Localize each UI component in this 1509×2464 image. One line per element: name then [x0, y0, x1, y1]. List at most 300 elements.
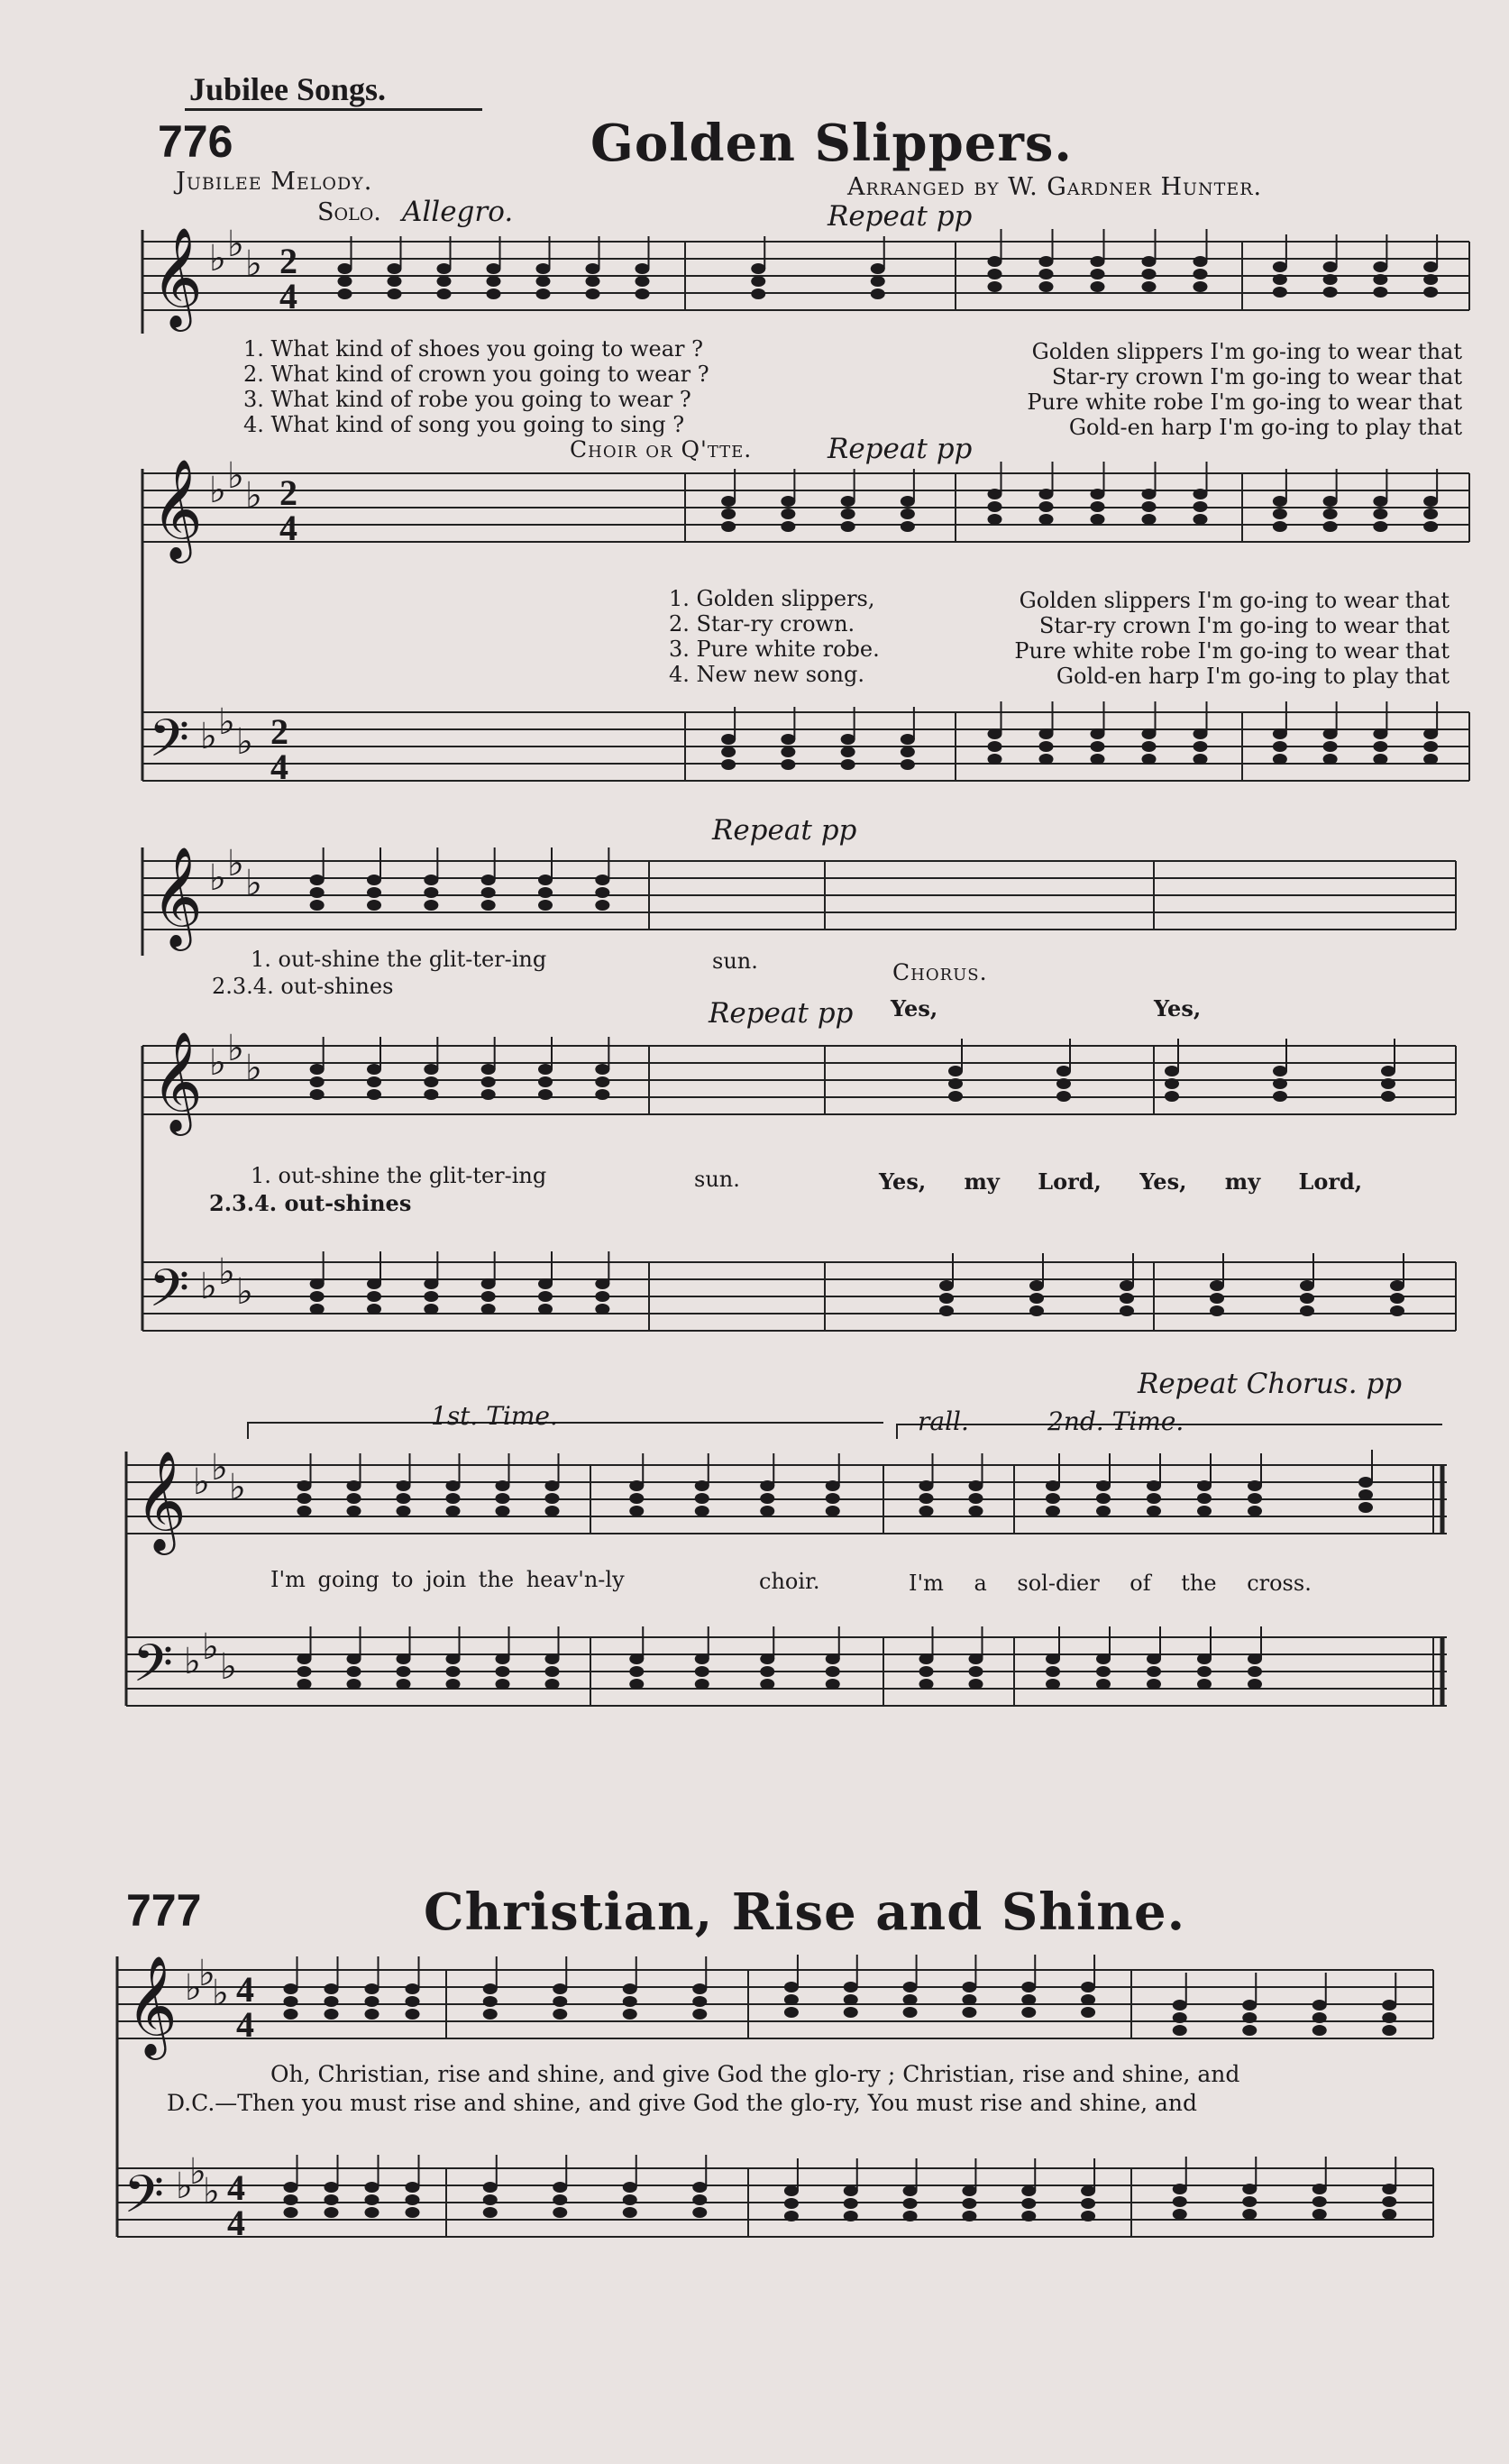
choir-answer-2: Star-ry crown I'm go-ing to wear that [1038, 613, 1450, 638]
bass-clef: 𝄢 [149, 708, 190, 782]
note-head [1039, 489, 1054, 499]
note-head [367, 1064, 381, 1075]
note-head [1096, 1666, 1111, 1677]
note-head [1312, 2184, 1327, 2194]
note-head [310, 1278, 325, 1289]
note-head [1248, 1679, 1262, 1690]
note-head [948, 1091, 963, 1102]
note-head [297, 1666, 312, 1677]
note-head [901, 508, 915, 519]
note-head [325, 2194, 339, 2205]
note-head [1120, 1280, 1134, 1291]
hymn-number-777: 777 [126, 1885, 202, 1936]
note-head [1300, 1293, 1314, 1304]
note-head [988, 256, 1002, 267]
note-head [1091, 256, 1105, 267]
repeat-marking-3: Repeat pp [712, 814, 857, 847]
solo-answer-1: Golden slippers I'm go-ing to wear that [1031, 339, 1462, 364]
note-head [1081, 1982, 1095, 1992]
note-head [1390, 1280, 1404, 1291]
note-head [424, 1064, 438, 1075]
note-head [1091, 754, 1105, 765]
note-head [695, 1679, 709, 1690]
note-head [623, 2009, 637, 2020]
note-head [553, 2009, 567, 2020]
note-head [483, 2194, 498, 2205]
note-head [595, 1291, 609, 1302]
final-lyric-a: I'm going to join the heav'n-ly [270, 1567, 625, 1592]
note-head [1039, 514, 1054, 525]
note-head [1423, 754, 1438, 765]
note-head [1423, 508, 1438, 519]
treble-clef: 𝄞 [151, 846, 203, 947]
note-head [1147, 1480, 1161, 1491]
note-head [1173, 2184, 1187, 2194]
note-head [496, 1666, 510, 1677]
note-head [538, 900, 553, 911]
note-head [919, 1493, 934, 1504]
svg-text:♭: ♭ [203, 2171, 220, 2212]
note-head [1242, 2012, 1257, 2023]
note-head [1096, 1653, 1111, 1664]
note-head [695, 1666, 709, 1677]
note-head [1173, 2000, 1187, 2011]
note-head [1242, 2000, 1257, 2011]
note-head [367, 887, 381, 898]
note-head [1039, 754, 1054, 765]
note-head [1358, 1477, 1373, 1488]
note-head [784, 2198, 799, 2209]
choir-label: Choir or Q'tte. [570, 436, 753, 463]
note-head [629, 1666, 644, 1677]
svg-text:♭: ♭ [227, 1028, 244, 1069]
note-head [1381, 1066, 1395, 1076]
note-head [406, 2194, 420, 2205]
note-head [1210, 1293, 1224, 1304]
note-head [988, 281, 1002, 292]
note-head [1210, 1305, 1224, 1316]
note-head [1173, 2012, 1187, 2023]
note-head [919, 1506, 934, 1516]
note-head [1046, 1506, 1060, 1516]
repeat-marking-4: Repeat pp [709, 997, 854, 1030]
note-head [297, 1653, 312, 1664]
choir-verse-3: 3. Pure white robe. [669, 637, 880, 662]
note-head [538, 1304, 553, 1314]
note-head [1390, 1305, 1404, 1316]
note-head [623, 2182, 637, 2193]
svg-text:♭: ♭ [189, 2151, 206, 2193]
note-head [1081, 2198, 1095, 2209]
note-head [1193, 514, 1208, 525]
solo-marking: Solo. [317, 198, 381, 226]
note-head [446, 1666, 461, 1677]
note-head [1423, 274, 1438, 285]
svg-text:♭: ♭ [245, 243, 262, 285]
repeat-marking-1: Repeat pp [828, 200, 973, 233]
note-head [760, 1653, 774, 1664]
note-head [406, 1996, 420, 2007]
note-head [1273, 1066, 1287, 1076]
note-head [1210, 1280, 1224, 1291]
note-head [636, 289, 650, 299]
note-head [365, 2207, 380, 2218]
note-head [1165, 1066, 1179, 1076]
note-head [284, 2207, 298, 2218]
note-head [939, 1293, 954, 1304]
note-head [424, 887, 438, 898]
note-head [595, 1278, 609, 1289]
note-head [310, 1304, 325, 1314]
note-head [1091, 489, 1105, 499]
svg-text:♭: ♭ [209, 1042, 226, 1084]
note-head [919, 1480, 934, 1491]
note-head [1142, 514, 1157, 525]
note-head [1091, 514, 1105, 525]
note-head [397, 1480, 411, 1491]
note-head [1091, 281, 1105, 292]
note-head [595, 1304, 609, 1314]
note-head [1021, 1994, 1036, 2005]
note-head [1173, 2196, 1187, 2207]
note-head [1039, 256, 1054, 267]
note-head [1081, 2007, 1095, 2018]
melody-source: Jubilee Melody. [176, 168, 373, 196]
svg-text:♭: ♭ [193, 1461, 210, 1503]
note-head [310, 1089, 325, 1100]
note-head [901, 759, 915, 770]
note-head [948, 1078, 963, 1089]
note-head [841, 734, 855, 745]
note-head [446, 1480, 461, 1491]
note-head [1142, 281, 1157, 292]
solo-verses [243, 336, 709, 437]
note-head [1273, 741, 1287, 752]
note-head [962, 2211, 976, 2221]
note-head [1381, 1091, 1395, 1102]
note-head [903, 1982, 918, 1992]
hymn-title-776: Golden Slippers. [590, 114, 1073, 173]
staff-line-group-5 [142, 1046, 1456, 1114]
svg-text:2: 2 [279, 241, 297, 281]
note-head [1242, 2196, 1257, 2207]
note-head [844, 2211, 858, 2221]
first-ending-bracket [248, 1423, 883, 1439]
note-head [636, 276, 650, 287]
solo-answers [965, 339, 1462, 440]
note-head [871, 289, 885, 299]
note-head [692, 2182, 707, 2193]
note-head [397, 1666, 411, 1677]
final-lyric-b: I'm a sol-dier of the cross. [909, 1571, 1312, 1596]
note-head [347, 1493, 361, 1504]
note-head [538, 1278, 553, 1289]
note-head [388, 276, 402, 287]
note-head [536, 263, 551, 274]
note-head [481, 1089, 496, 1100]
note-head [545, 1480, 560, 1491]
note-head [781, 521, 795, 532]
note-head [919, 1666, 934, 1677]
note-head [1312, 2012, 1327, 2023]
note-head [1147, 1493, 1161, 1504]
solo-answer-4: Gold-en harp I'm go-ing to play that [1068, 415, 1462, 440]
note-head [1323, 261, 1338, 272]
note-head [1248, 1506, 1262, 1516]
choir-verse-1: 1. Golden slippers, [669, 586, 875, 611]
note-head [1423, 521, 1438, 532]
note-head [988, 514, 1002, 525]
note-head [636, 263, 650, 274]
note-head [1193, 256, 1208, 267]
note-head [310, 887, 325, 898]
note-head [1193, 728, 1208, 739]
note-head [721, 521, 736, 532]
bass-clef: 𝄢 [133, 1633, 174, 1707]
note-head [1120, 1305, 1134, 1316]
note-head [844, 2185, 858, 2196]
note-head [388, 263, 402, 274]
note-head [310, 1064, 325, 1075]
note-head [629, 1480, 644, 1491]
svg-text:2: 2 [270, 711, 288, 752]
note-head [1197, 1653, 1212, 1664]
note-head [481, 900, 496, 911]
note-head [284, 2182, 298, 2193]
note-head [536, 289, 551, 299]
note-head [347, 1480, 361, 1491]
note-head [367, 1304, 381, 1314]
note-head [538, 887, 553, 898]
staff-line-group-9 [117, 1970, 1433, 2038]
choir-answer-4: Gold-en harp I'm go-ing to play that [1056, 664, 1450, 689]
note-head [841, 747, 855, 757]
note-head [1323, 508, 1338, 519]
hymn-number-776: 776 [158, 116, 233, 167]
note-head [826, 1493, 840, 1504]
note-head [1091, 269, 1105, 279]
note-head [406, 1983, 420, 1994]
note-head [1382, 2196, 1396, 2207]
note-head [1021, 2185, 1036, 2196]
choir-line2-lyric-b: 2.3.4. out-shines [209, 1190, 412, 1216]
note-head [538, 875, 553, 885]
note-head [496, 1653, 510, 1664]
treble-clef: 𝄞 [151, 458, 203, 559]
note-head [1382, 2000, 1396, 2011]
svg-text:♭: ♭ [220, 1646, 237, 1688]
first-ending-label: 1st. Time. [431, 1401, 558, 1431]
note-head [338, 276, 352, 287]
note-head [1373, 741, 1387, 752]
note-head [538, 1291, 553, 1302]
note-head [483, 2009, 498, 2020]
svg-text:♭: ♭ [185, 1967, 202, 2009]
note-head [1142, 741, 1157, 752]
note-head [1029, 1280, 1044, 1291]
note-head [1323, 741, 1338, 752]
bass-clef: 𝄢 [123, 2164, 165, 2238]
note-head [760, 1666, 774, 1677]
note-head [1273, 496, 1287, 507]
note-head [1120, 1293, 1134, 1304]
note-head [1147, 1679, 1161, 1690]
note-head [325, 2009, 339, 2020]
note-head [695, 1506, 709, 1516]
note-head [481, 1304, 496, 1314]
note-head [692, 2009, 707, 2020]
note-head [1096, 1493, 1111, 1504]
note-head [760, 1506, 774, 1516]
note-head [1091, 501, 1105, 512]
note-head [623, 2194, 637, 2205]
note-head [545, 1679, 560, 1690]
note-head [784, 1982, 799, 1992]
note-head [1056, 1078, 1071, 1089]
note-head [397, 1679, 411, 1690]
svg-text:♭: ♭ [227, 843, 244, 884]
note-head [437, 263, 452, 274]
note-head [1323, 728, 1338, 739]
note-head [538, 1089, 553, 1100]
note-head [692, 1983, 707, 1994]
note-head [1423, 496, 1438, 507]
svg-text:♭: ♭ [184, 1641, 201, 1682]
note-head [692, 1996, 707, 2007]
note-head [1197, 1480, 1212, 1491]
rall-marking: rall. [918, 1406, 969, 1436]
solo-answer-2: Star-ry crown I'm go-ing to wear that [1051, 364, 1462, 389]
note-head [1147, 1653, 1161, 1664]
note-head [751, 276, 765, 287]
note-head [969, 1480, 983, 1491]
note-head [1039, 501, 1054, 512]
note-head [365, 2182, 380, 2193]
svg-text:♭: ♭ [218, 1251, 235, 1293]
arranger-credit: Arranged by W. Gardner Hunter. [847, 173, 1263, 201]
treble-clef: 𝄞 [151, 226, 203, 327]
note-head [586, 289, 600, 299]
note-head [496, 1506, 510, 1516]
note-head [297, 1480, 312, 1491]
second-ending-label: 2nd. Time. [1047, 1406, 1184, 1436]
hymn-title-777: Christian, Rise and Shine. [424, 1882, 1186, 1942]
note-head [826, 1666, 840, 1677]
note-head [1373, 496, 1387, 507]
note-head [1046, 1480, 1060, 1491]
note-head [424, 875, 438, 885]
note-head [496, 1480, 510, 1491]
svg-text:♭: ♭ [200, 1266, 217, 1307]
note-head [347, 1666, 361, 1677]
note-head [1165, 1091, 1179, 1102]
note-head [545, 1493, 560, 1504]
note-head [1312, 2025, 1327, 2036]
note-head [1358, 1502, 1373, 1513]
note-head [1197, 1666, 1212, 1677]
note-head [784, 1994, 799, 2005]
choir-verses-right [956, 588, 1450, 689]
note-head [903, 1994, 918, 2005]
note-head [969, 1679, 983, 1690]
note-head [1273, 1091, 1287, 1102]
note-head [1039, 281, 1054, 292]
note-head [538, 1064, 553, 1075]
note-head [1021, 2198, 1036, 2209]
note-head [1091, 741, 1105, 752]
note-head [424, 1089, 438, 1100]
note-head [692, 2194, 707, 2205]
note-head [721, 734, 736, 745]
choir-answer-1: Golden slippers I'm go-ing to wear that [1019, 588, 1450, 613]
note-head [1423, 728, 1438, 739]
note-head [367, 1089, 381, 1100]
note-head [338, 289, 352, 299]
note-head [826, 1480, 840, 1491]
choir-line2-lyric: 1. out-shine the glit-ter-ing [251, 1163, 547, 1188]
note-head [781, 508, 795, 519]
note-head [1039, 269, 1054, 279]
svg-text:♭: ♭ [211, 1447, 228, 1488]
note-head [962, 2007, 976, 2018]
svg-text:2: 2 [279, 472, 297, 513]
note-head [538, 1076, 553, 1087]
note-head [826, 1653, 840, 1664]
note-head [365, 2194, 380, 2205]
note-head [481, 887, 496, 898]
note-head [903, 2185, 918, 2196]
note-head [1046, 1493, 1060, 1504]
note-head [553, 2207, 567, 2218]
note-head [919, 1653, 934, 1664]
note-head [1323, 496, 1338, 507]
note-head [871, 276, 885, 287]
note-head [1193, 741, 1208, 752]
note-head [545, 1666, 560, 1677]
note-head [695, 1493, 709, 1504]
note-head [424, 1304, 438, 1314]
note-head [781, 759, 795, 770]
note-head [481, 1076, 496, 1087]
note-head [903, 2007, 918, 2018]
note-head [962, 2198, 976, 2209]
treble-clef: 𝄞 [151, 1030, 203, 1131]
note-head [844, 1982, 858, 1992]
staff-line-group-4 [142, 847, 1456, 956]
note-head [553, 2182, 567, 2193]
note-head [1173, 2025, 1187, 2036]
note-head [988, 741, 1002, 752]
svg-text:♭: ♭ [245, 1048, 262, 1089]
note-head [962, 2185, 976, 2196]
note-head [1382, 2184, 1396, 2194]
note-head [969, 1493, 983, 1504]
note-head [1323, 754, 1338, 765]
solo-verse-3: 3. What kind of robe you going to wear ? [243, 387, 691, 412]
bass-clef: 𝄢 [149, 1258, 190, 1332]
note-head [969, 1666, 983, 1677]
note-head [939, 1305, 954, 1316]
note-head [586, 263, 600, 274]
note-head [760, 1679, 774, 1690]
note-head [1142, 501, 1157, 512]
note-head [1373, 521, 1387, 532]
note-head [969, 1653, 983, 1664]
note-head [1373, 728, 1387, 739]
svg-text:4: 4 [236, 1969, 254, 2010]
note-head [397, 1653, 411, 1664]
note-head [1081, 2211, 1095, 2221]
